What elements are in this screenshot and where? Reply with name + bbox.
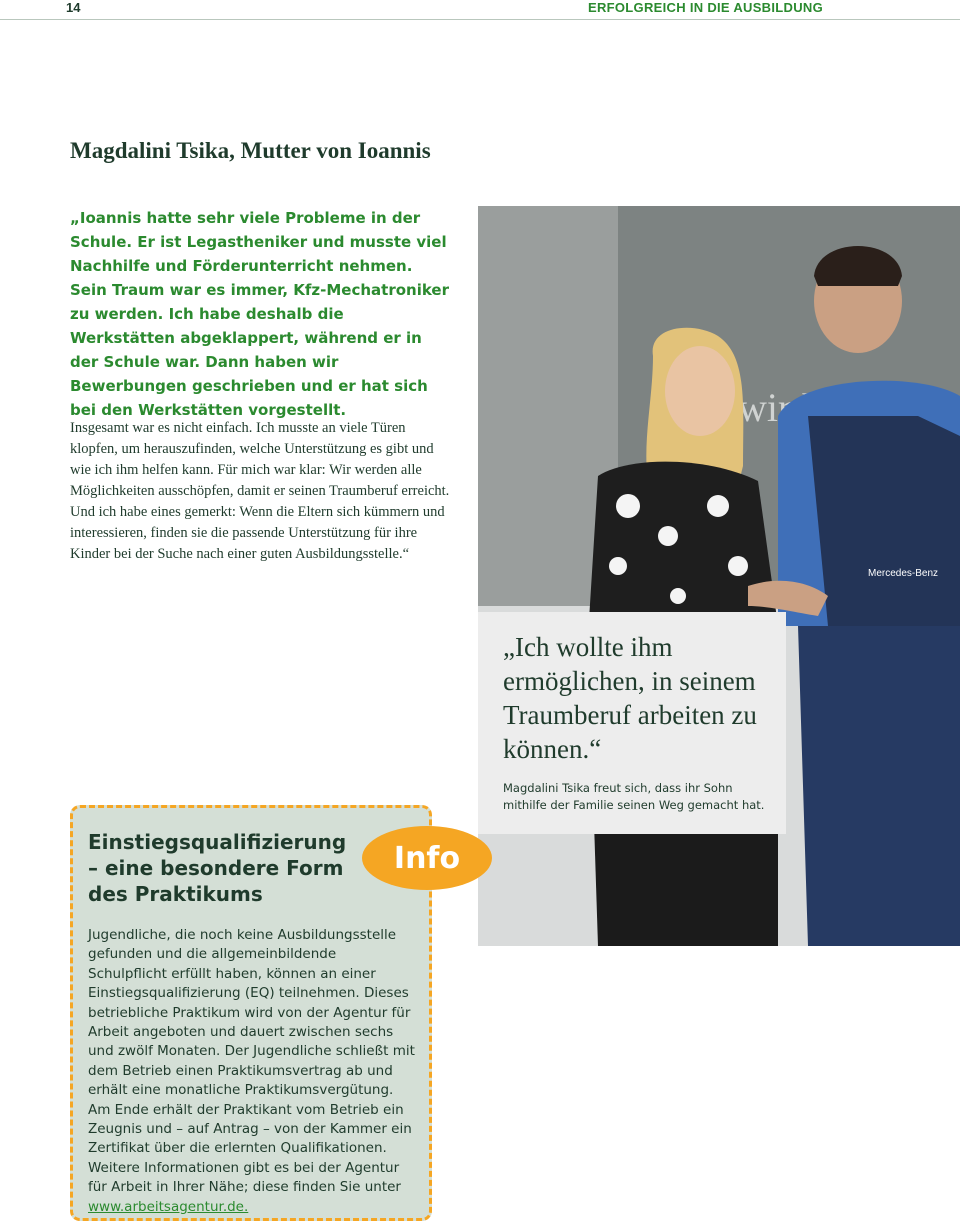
interviewee-name: Magdalini Tsika, Mutter von Ioannis <box>70 138 431 163</box>
info-box-body: Jugendliche, die noch keine Ausbildungsstelle gefunden und die allgemeinbildende Schulpflicht erfüllt haben, können an einer Einstiegsqualifizierung (EQ) teilnehmen. Dieses betriebliche Praktikum wird von der Agentur für Arbeit angeboten und dauert zwischen sechs und zwölf Monaten. Der Jugendliche schließt mit dem Betrieb einen Praktikumsvertrag ab und erhält eine monatliche Praktikumsvergütung. Am Ende erhält der Praktikant vom Betrieb ein Zeugnis und – auf Antrag – von der Kammer ein Zertifikat über die erlernten Qualifikationen. Weitere Informationen gibt es bei der Agentur für Arbeit in Ihrer Nähe; diese finden Sie unter <box>88 927 415 1196</box>
info-box-title: Einstiegsqualifizierung – eine besondere Form des Praktikums <box>88 830 347 906</box>
photo-mother-and-son <box>478 206 960 946</box>
page-number: 14 <box>66 0 81 15</box>
section-title: ERFOLGREICH IN DIE AUSBILDUNG <box>588 0 823 15</box>
info-box-text <box>88 926 418 1217</box>
info-badge: Info <box>362 826 492 890</box>
lead-paragraph: „Ioannis hatte sehr viele Probleme in der Schule. Er ist Legastheniker und musste viel Nachhilfe und Förderunterricht nehmen. Sein Traum war es immer, Kfz-Mechatroniker zu werden. Ich habe deshalb die Werkstätten abgeklappert, während er in der Schule war. Dann haben wir Bewerbungen geschrieben und er hat sich bei den Werkstätten vorgestellt. <box>70 209 449 419</box>
header-divider <box>0 19 960 20</box>
photo-caption: Magdalini Tsika freut sich, dass ihr Sohn mithilfe der Familie seinen Weg gemacht hat. <box>503 781 765 812</box>
body-paragraph: Insgesamt war es nicht einfach. Ich musste an viele Türen klopfen, um herauszufinden, welche Unterstützung es gibt und wie ich ihm helfen kann. Für mich war klar: Wir werden alle Möglichkeiten ausschöpfen, damit er seinen Traumberuf erreicht. Und ich habe eines gemerkt: Wenn die Eltern sich kümmern und interessieren, finden sie die passende Unterstützung für ihre Kinder bei der Suche nach einer guten Ausbildungsstelle.“ <box>70 420 450 562</box>
overall-logo-text: Mercedes-Benz <box>868 568 939 579</box>
pull-quote: „Ich wollte ihm ermöglichen, in seinem Traumberuf arbeiten zu können.“ <box>503 632 757 764</box>
arbeitsagentur-link[interactable]: www.arbeitsagentur.de. <box>88 1198 249 1215</box>
background-sign-text: wird <box>738 385 812 430</box>
